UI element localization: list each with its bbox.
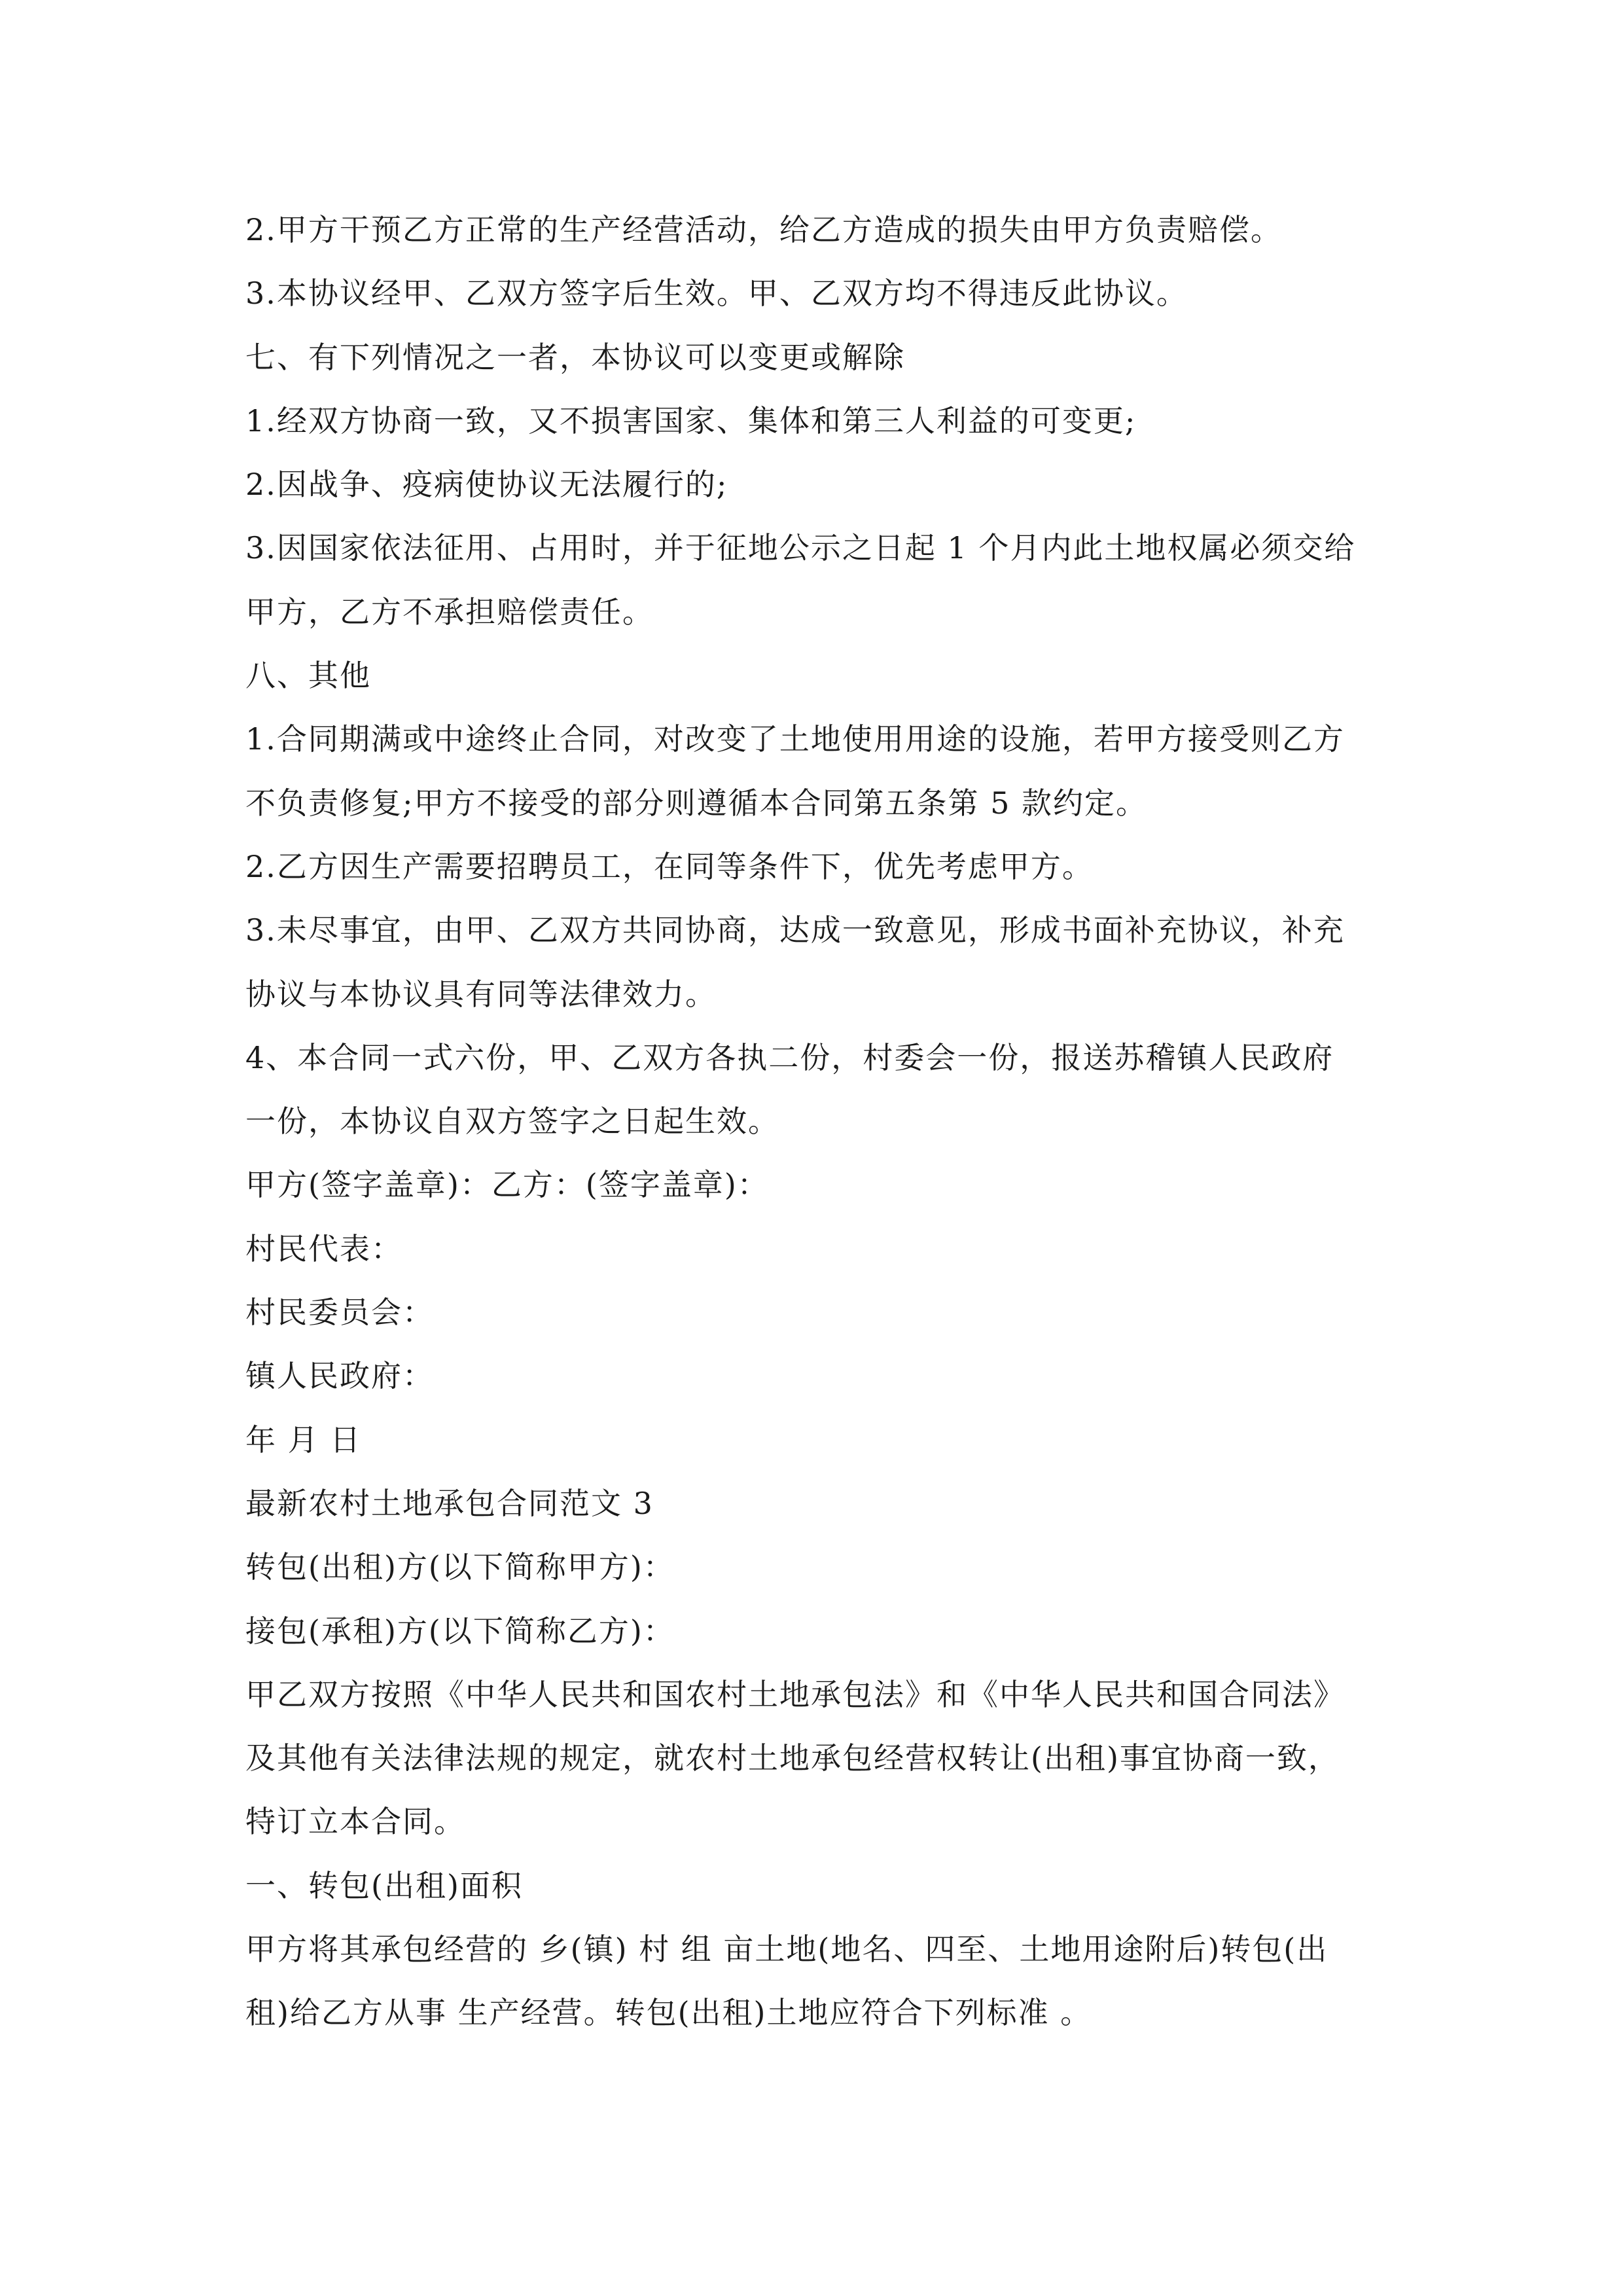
text-line: 3.本协议经甲、乙双方签字后生效。甲、乙双方均不得违反此协议。: [245, 276, 1188, 312]
text-line: 接包(承租)方(以下简称乙方)：: [245, 1613, 675, 1649]
signature-line: 镇人民政府：: [245, 1358, 434, 1394]
text-line: 2.乙方因生产需要招聘员工，在同等条件下，优先考虑甲方。: [245, 848, 1094, 884]
text-line: 租)给乙方从事 生产经营。转包(出租)土地应符合下列标准 。: [245, 1995, 1092, 2031]
text-line: 3.因国家依法征用、占用时，并于征地公示之日起 1 个月内此土地权属必须交给: [245, 530, 1356, 566]
text-line: 4、本合同一式六份，甲、乙双方各执二份，村委会一份，报送苏稽镇人民政府: [245, 1039, 1334, 1075]
signature-line: 村民代表：: [245, 1230, 402, 1266]
text-line: 甲乙双方按照《中华人民共和国农村土地承包法》和《中华人民共和国合同法》: [245, 1676, 1345, 1712]
section-heading: 八、其他: [245, 658, 371, 694]
text-line: 2.甲方干预乙方正常的生产经营活动，给乙方造成的损失由甲方负责赔偿。: [245, 212, 1282, 247]
text-line: 1.经双方协商一致，又不损害国家、集体和第三人利益的可变更;: [245, 403, 1137, 439]
section-heading: 七、有下列情况之一者，本协议可以变更或解除: [245, 339, 905, 375]
text-line: 一份，本协议自双方签字之日起生效。: [245, 1103, 779, 1139]
text-line: 转包(出租)方(以下简称甲方)：: [245, 1549, 675, 1585]
signature-line: 甲方(签字盖章)：乙方：(签字盖章)：: [245, 1167, 769, 1203]
document-subtitle: 最新农村土地承包合同范文 3: [245, 1485, 654, 1521]
text-line: 及其他有关法律法规的规定，就农村土地承包经营权转让(出租)事宜协商一致，: [245, 1740, 1340, 1776]
text-line: 3.未尽事宜，由甲、乙双方共同协商，达成一致意见，形成书面补充协议，补充: [245, 912, 1345, 948]
text-line: 甲方将其承包经营的 乡(镇) 村 组 亩土地(地名、四至、土地用途附后)转包(出: [245, 1931, 1329, 1967]
text-line: 协议与本协议具有同等法律效力。: [245, 976, 717, 1012]
document-body: [245, 198, 1404, 2045]
text-line: 甲方，乙方不承担赔偿责任。: [245, 594, 654, 630]
date-line: 年 月 日: [245, 1422, 362, 1458]
text-line: 1.合同期满或中途终止合同，对改变了土地使用用途的设施，若甲方接受则乙方: [245, 721, 1345, 757]
text-line: 不负责修复;甲方不接受的部分则遵循本合同第五条第 5 款约定。: [245, 785, 1148, 821]
section-heading: 一、转包(出租)面积: [245, 1867, 523, 1903]
signature-line: 村民委员会：: [245, 1295, 434, 1331]
text-line: 2.因战争、疫病使协议无法履行的;: [245, 467, 728, 503]
text-line: 特订立本合同。: [245, 1804, 465, 1840]
